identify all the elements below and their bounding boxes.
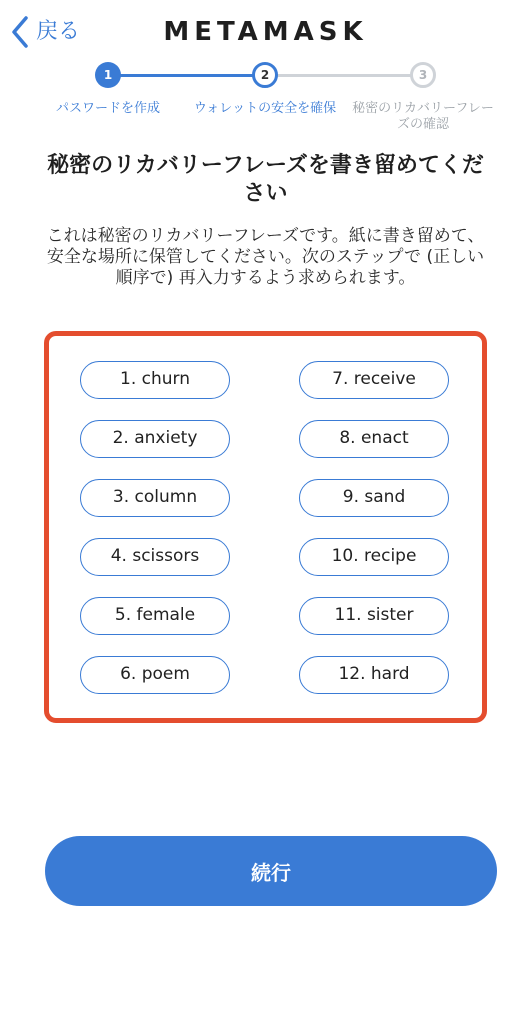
recovery-phrase-box: [44, 331, 487, 723]
phrase-word-9: 9. sand: [299, 479, 449, 517]
step-3-label: 秘密のリカバリーフレーズの確認: [352, 101, 494, 132]
phrase-word-8: 8. enact: [299, 420, 449, 458]
phrase-word-10: 10. recipe: [299, 538, 449, 576]
phrase-word-5: 5. female: [80, 597, 230, 635]
phrase-word-12: 12. hard: [299, 656, 449, 694]
step-1-indicator: 1: [95, 62, 121, 88]
step-1-label: パスワードを作成: [55, 101, 160, 116]
page-title: 秘密のリカバリーフレーズを書き留めてください: [47, 153, 484, 206]
stepper-line-pending: [265, 74, 423, 77]
phrase-word-3: 3. column: [80, 479, 230, 517]
phrase-word-4: 4. scissors: [80, 538, 230, 576]
phrase-word-1: 1. churn: [80, 361, 230, 399]
phrase-word-6: 6. poem: [80, 656, 230, 694]
step-3-indicator: 3: [410, 62, 436, 88]
phrase-word-2: 2. anxiety: [80, 420, 230, 458]
step-2-indicator: 2: [252, 62, 278, 88]
step-2-label: ウォレットの安全を確保: [193, 101, 337, 116]
continue-button[interactable]: 続行: [45, 836, 497, 906]
page-description: これは秘密のリカバリーフレーズです。紙に書き留めて、安全な場所に保管してください。次のステップで (正しい順序で) 再入力するよう求められます。: [46, 226, 485, 288]
back-label: 戻る: [36, 19, 81, 44]
brand-wordmark: METAMASK: [163, 17, 368, 47]
phrase-word-7: 7. receive: [299, 361, 449, 399]
phrase-word-11: 11. sister: [299, 597, 449, 635]
stepper-line-complete: [108, 74, 265, 77]
